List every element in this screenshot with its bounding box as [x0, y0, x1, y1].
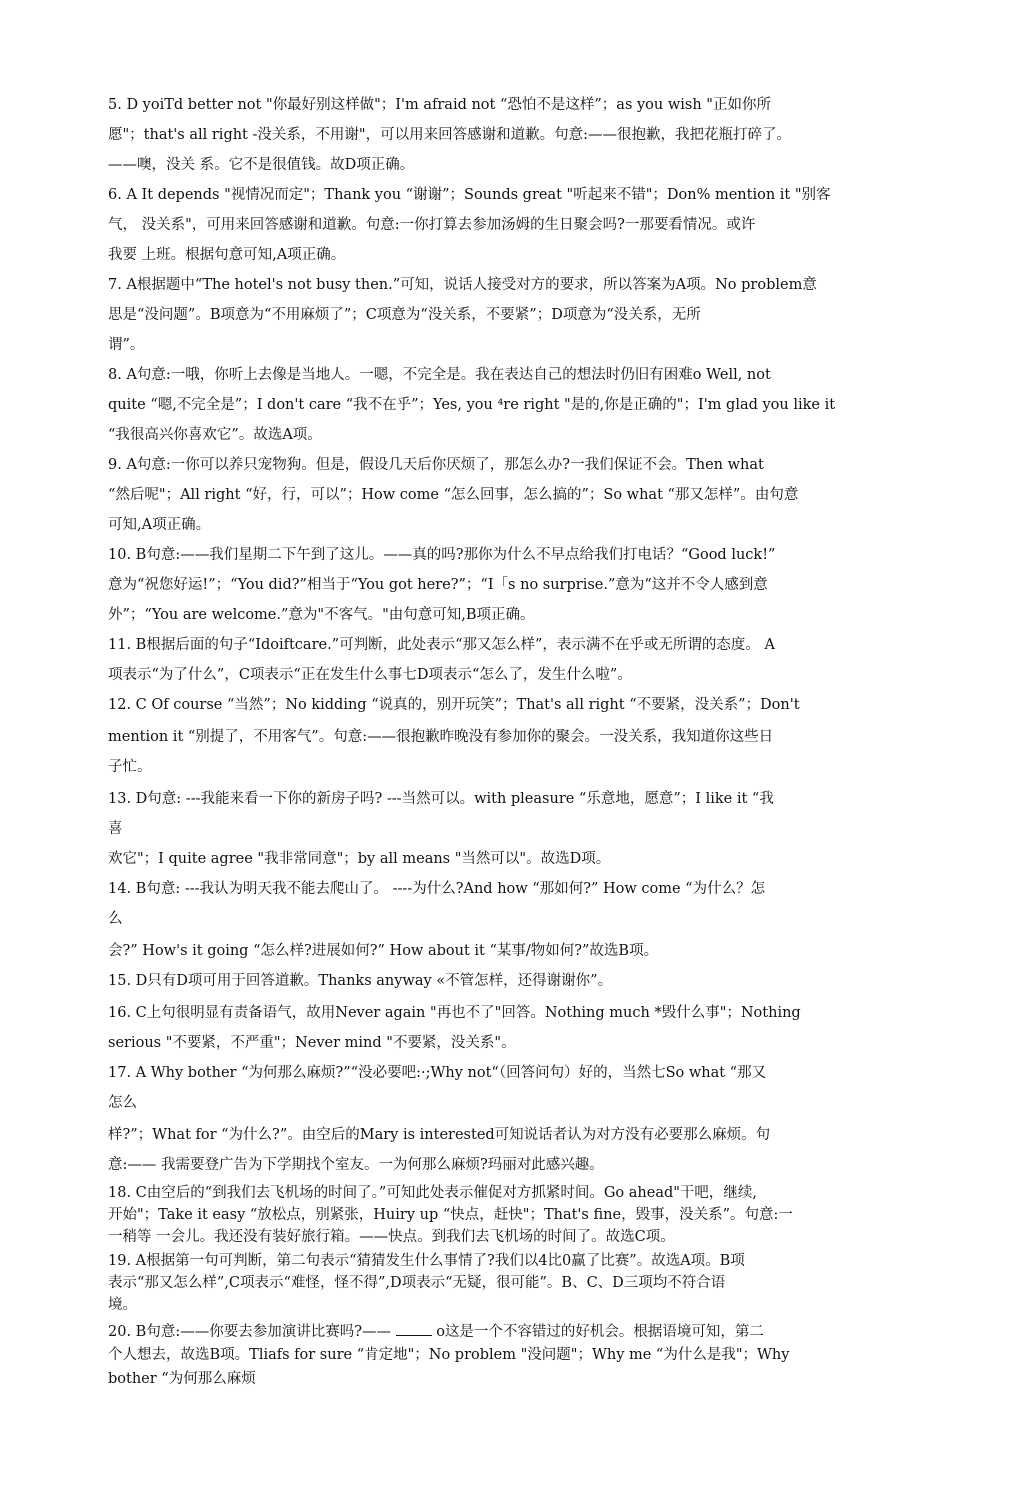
text-line: 我要 上班。根据句意可知,A项正确。 — [108, 247, 346, 263]
text-line: 11. B根据后面的句子“Idoiftcare.”可判断，此处表示“那又怎么样”，表示满不在乎或无所谓的态度。 A — [108, 637, 776, 653]
text-segment: o这是一个不容错过的好机会。根据语境可知，第二 — [436, 1324, 764, 1340]
text-line: 欢它"；I quite agree "我非常同意"；by all means "当然可以"。故选D项。 — [108, 851, 611, 867]
text-line: 开始"；Take it easy “放松点，别紧张，Huiry up “快点，赶快"；That's fine，毁事，没关系”。句意:一 — [108, 1207, 793, 1223]
text-line: 可知,A项正确。 — [108, 517, 211, 533]
text-line: 个人想去，故选B项。Tliafs for sure “肯定地"；No problem "没问题"；Why me “为什么是我"；Why — [108, 1347, 790, 1363]
text-line: ——噢，没关 系。它不是很值钱。故D项正确。 — [108, 157, 415, 173]
text-line: 么 — [108, 911, 123, 927]
text-line: 17. A Why bother “为何那么麻烦?”“没必要吧:·;Why not“（回答问句）好的，当然七So what “那又 — [108, 1065, 767, 1081]
text-line: 5. D yoiTd better not "你最好别这样做"；I'm afraid not “恐怕不是这样”；as you wish "正如你所 — [108, 97, 771, 113]
text-line: 15. D只有D项可用于回答道歉。Thanks anyway «不管怎样，还得谢谢你”。 — [108, 973, 613, 989]
text-line: 一稍等 一会儿。我还没有装好旅行箱。——快点。到我们去飞机场的时间了。故选C项。 — [108, 1229, 675, 1245]
text-line: 境。 — [108, 1297, 137, 1313]
text-line: 19. A根据第一句可判断，第二句表示“猜猜发生什么事情了?我们以4比0赢了比赛”。故选A项。B项 — [108, 1253, 745, 1269]
text-line: 16. C上句很明显有责备语气，故用Never again "再也不了"回答。Nothing much *毁什么事"；Nothing — [108, 1005, 801, 1021]
text-line: 6. A It depends "视情况而定"；Thank you “谢谢”；Sounds great "听起来不错"；Don% mention it "别客 — [108, 187, 831, 203]
text-line: 8. A句意:一哦，你听上去像是当地人。一嗯，不完全是。我在表达自己的想法时仍旧有困难o Well, not — [108, 367, 771, 383]
text-line: 会?” How's it going “怎么样?进展如何?” How about it “某事/物如何?”故选B项。 — [108, 943, 659, 959]
text-line: 怎么 — [108, 1095, 137, 1111]
text-line: 表示“那又怎么样”,C项表示“难怪，怪不得”,D项表示“无疑，很可能”。B、C、D三项均不符合语 — [108, 1275, 726, 1291]
text-line: 子忙。 — [108, 759, 152, 775]
text-line — [108, 1321, 908, 1342]
text-line: 10. B句意:——我们星期二下午到了这儿。——真的吗?那你为什么不早点给我们打电话？“Good luck!” — [108, 547, 776, 563]
text-line: 意:—— 我需要登广告为下学期找个室友。一为何那么麻烦?玛丽对此感兴趣。 — [108, 1157, 604, 1173]
text-line: 谓”。 — [108, 337, 145, 353]
text-line: 7. A根据题中“The hotel's not busy then.”可知，说话人接受对方的要求，所以答案为A项。No problem意 — [108, 277, 817, 293]
text-line: 9. A句意:一你可以养只宠物狗。但是，假设几天后你厌烦了，那怎么办?一我们保证不会。Then what — [108, 457, 764, 473]
text-line: bother “为何那么麻烦 — [108, 1371, 256, 1387]
text-line: 项表示“为了什么”，C项表示“正在发生什么事七D项表示“怎么了，发生什么啦”。 — [108, 667, 632, 683]
text-line: quite “嗯,不完全是”；I don't care “我不在乎”；Yes, you ⁴re right "是的,你是正确的"；I'm glad you like it — [108, 397, 836, 413]
text-line: serious "不要紧，不严重"；Never mind "不要紧，没关系"。 — [108, 1035, 516, 1051]
text-line: 外”；“You are welcome.”意为"不客气。"由句意可知,B项正确。 — [108, 607, 535, 623]
text-line: 14. B句意: ---我认为明天我不能去爬山了。 ----为什么?And how “那如何?” How come “为什么？怎 — [108, 881, 766, 897]
text-line: 喜 — [108, 821, 123, 837]
text-line: “然后呢"；All right “好，行，可以”；How come “怎么回事，怎么搞的”；So what “那又怎样”。由句意 — [108, 487, 799, 503]
text-line: 13. D句意: ---我能来看一下你的新房子吗? ---当然可以。with pleasure “乐意地，愿意”；I like it “我 — [108, 791, 774, 807]
text-line: 12. C Of course “当然”；No kidding “说真的，别开玩笑”；That's all right “不要紧，没关系”；Don't — [108, 697, 800, 713]
text-line: 18. C由空后的“到我们去飞机场的时间了。”可知此处表示催促对方抓紧时间。Go ahead"干吧，继续, — [108, 1185, 758, 1201]
text-line: 愿"；that's all right -没关系，不用谢"，可以用来回答感谢和道歉。句意:——很抱歉，我把花瓶打碎了。 — [108, 127, 791, 143]
text-line: 思是“没问题”。B项意为“不用麻烦了”；C项意为“没关系，不要紧”；D项意为“没关系，无所 — [108, 307, 701, 323]
text-line: “我很高兴你喜欢它”。故选A项。 — [108, 427, 322, 443]
text-line: 样?”；What for “为什么?”。由空后的Mary is interested可知说话者认为对方没有必要那么麻烦。句 — [108, 1127, 771, 1143]
text-line: 气， 没关系"，可用来回答感谢和道歉。句意:一你打算去参加汤姆的生日聚会吗?一那要看情况。或许 — [108, 217, 756, 233]
text-line: 意为“祝您好运!”；“You did?”相当于“You got here?”；“I「s no surprise.”意为“这并不令人感到意 — [108, 577, 768, 593]
text-line: mention it “别提了，不用客气”。句意:——很抱歉昨晚没有参加你的聚会。一没关系，我知道你这些日 — [108, 729, 774, 745]
text-segment: 20. B句意:——你要去参加演讲比赛吗?—— — [108, 1324, 391, 1340]
answer-blank — [396, 1321, 432, 1336]
